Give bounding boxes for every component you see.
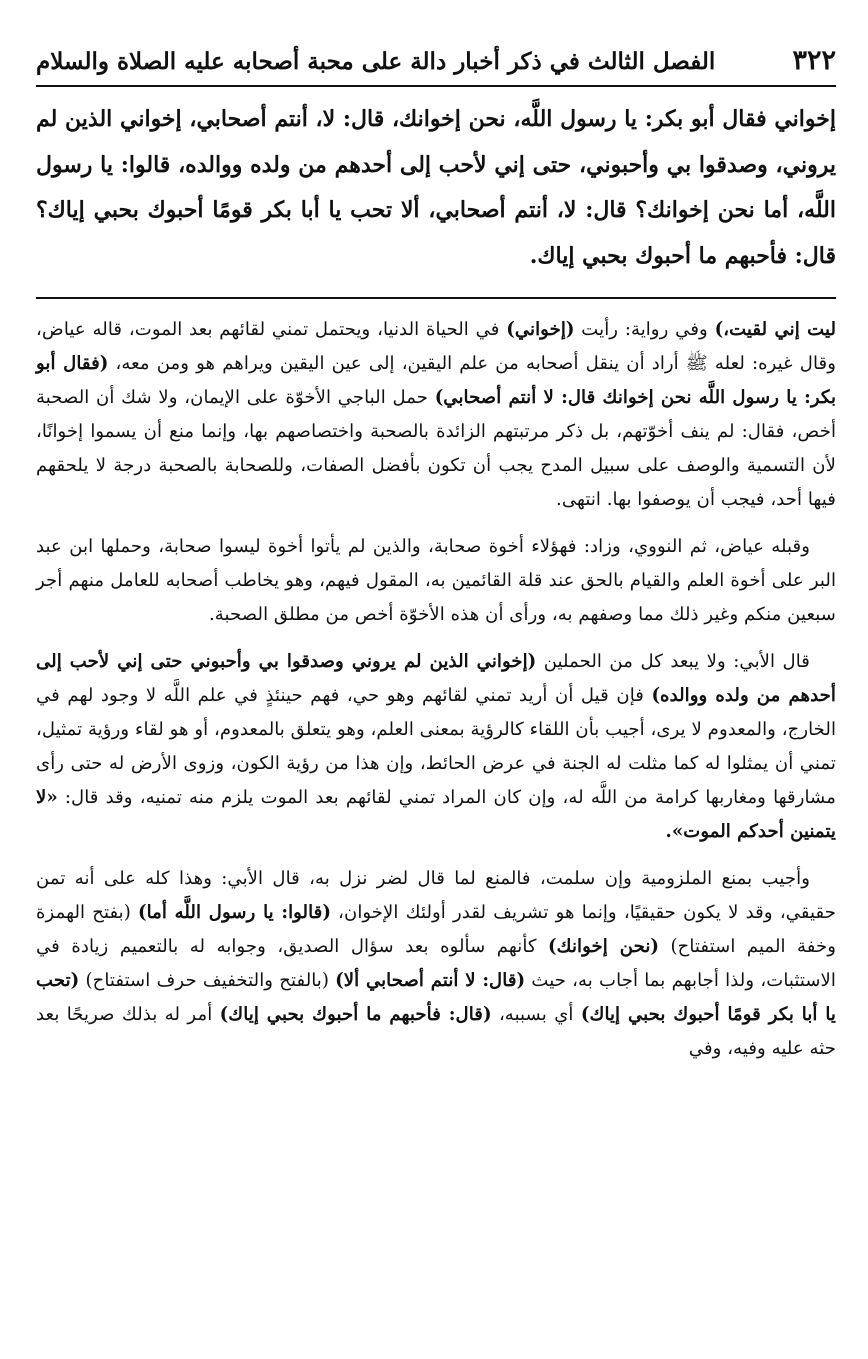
commentary-text: في الحياة الدنيا، ويحتمل تمني لقائهم بعد الموت، قاله عياض، وقال غيره: لعله ﷺ أراد أن ينقل أصحابه من علم اليقين، إلى عين اليقين ويراهم هو ومن معه، [36,319,836,374]
chapter-title: الفصل الثالث في ذكر أخبار دالة على محبة أصحابه عليه الصلاة والسلام [36,48,716,75]
commentary-text: وقبله عياض، ثم النووي، وزاد: فهؤلاء أخوة صحابة، والذين لم يأتوا أخوة ليسوا صحابة، وحملها ابن عبد البر على أخوة العلم والقيام بالحق عند قلة القائمين به، المقول فيهم، وهو يخاطب أصحابه للعامل منهم أجر سبعين منكم وغير ذلك مما وصفهم به، ورأى أن هذه الأخوّة أخص من مطلق الصحبة. [36,536,836,625]
quoted-hadith-phrase: (فقال أبو بكر: يا رسول اللَّه نحن إخوانك قال: لا أنتم أصحابي) [36,353,837,408]
commentary-text: حمل الباجي الأخوّة على الإيمان، ولا شك أن الصحبة أخص، فقال: لم ينف أخوّتهم، بل ذكر مرتبتهم الزائدة بالصحبة واختصاصهم بها، وإنما منع أن يسموا إخوانًا، لأن التسمية والوصف على سبيل المدح يجب أن تكون بأفضل الصفات، وللصحابة بالصحبة درجة لا يلحقهم فيها أحد، فيجب أن يوصفوا بها. انتهى. [36,387,836,510]
commentary-text: فإن قيل أن أريد تمني لقائهم وهو حي، فهم حينئذٍ في علم اللَّه لا وجود لهم في الخارج، والمعدوم لا يرى، أجيب بأن اللقاء كالرؤية بمعنى العلم، وهو يتعلق بالمعدوم، أو هو لقاء ورؤية تمثيل، تمني أن يمثلوا له كما مثلت له الجنة في عرض الحائط، وإن هذا من رؤية الكون، وزوى الأرض له حتى رأى مشارقها ومغاربها كرامة من اللَّه له، وإن كان المراد تمني لقائهم بعد الموت يلزم منه تمنيه، وقد قال: [36,685,836,808]
book-page [36,44,836,1079]
quoted-hadith-phrase: (نحن إخوانك) [548,936,660,957]
commentary-text: (بالفتح والتخفيف حرف استفتاح) [79,970,336,991]
hadith-text: إخواني فقال أبو بكر: يا رسول اللَّه، نحن إخوانك، قال: لا، أنتم أصحابي، إخواني الذين لم يروني، وصدقوا بي وأحبوني، حتى إني لأحب إلى أحدهم من ولده ووالده، قالوا: يا رسول اللَّه، أما نحن إخوانك؟ قال: لا، أنتم أصحابي، ألا تحب يا أبا بكر قومًا أحبوك بحبي إياك؟ قال: فأحبهم ما أحبوك بحبي إياك. [36,106,836,269]
running-header [36,44,836,87]
quoted-hadith-phrase: (قال: لا أنتم أصحابي ألا) [335,970,526,991]
quoted-hadith-phrase: (إخواني) [506,319,575,340]
commentary-paragraph [36,862,836,1066]
commentary-text: قال الأبي: ولا يبعد كل من الحملين [536,651,810,672]
commentary-paragraph [36,313,836,517]
quoted-hadith-phrase: (قالوا: يا رسول اللَّه أما) [137,902,331,923]
commentary-text: كأنهم سألوه بعد سؤال الصديق، وجوابه له بالتعميم زيادة في الاستثبات، ولذا أجابهم بما أجاب به، حيث [36,936,836,991]
footnote-divider [36,297,836,299]
quoted-hadith-phrase: (قال: فأحبهم ما أحبوك بحبي إياك) [219,1004,492,1025]
commentary-text: أي بسببه، [491,1004,581,1025]
commentary-text: أمر له بذلك صريحًا بعد حثه عليه وفيه، وفي [36,1004,836,1059]
commentary-paragraph [36,645,836,849]
commentary-paragraph [36,530,836,632]
quoted-hadith-phrase: ليت إني لقيت،) [714,319,836,340]
commentary-section [36,313,836,1066]
quoted-hadith-phrase: (إخواني الذين لم يروني وصدقوا بي وأحبوني حتى إني لأحب إلى أحدهم من ولده ووالده) [36,651,836,706]
commentary-text: وأجيب بمنع الملزومية وإن سلمت، فالمنع لما قال لضر نزل به، قال الأبي: وهذا كله على أنه تمن حقيقي، وقد لا يكون حقيقيًا، وإنما هو تشريف لقدر أولئك الإخوان، [36,868,836,923]
page-number: ٣٢٢ [792,45,836,76]
commentary-text: (بفتح الهمزة وخفة الميم استفتاح) [36,902,836,957]
commentary-text: وفي رواية: رأيت [574,319,715,340]
quoted-hadith-phrase: (تحب يا أبا بكر قومًا أحبوك بحبي إياك) [36,970,836,1025]
quoted-hadith-phrase: «لا يتمنين أحدكم الموت». [36,787,836,842]
